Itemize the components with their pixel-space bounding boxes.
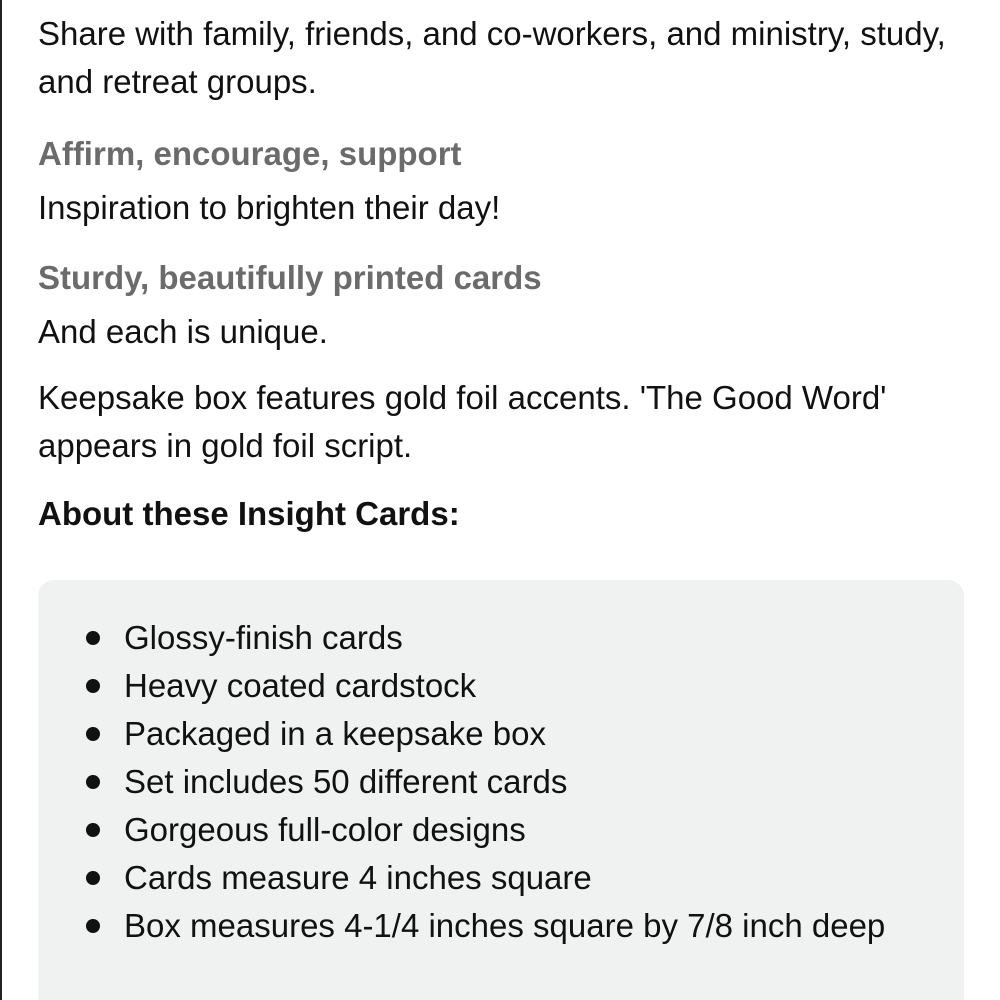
list-item [38, 806, 964, 854]
feature-text: Box measures 4-1/4 inches square by 7/8 inch deep [124, 907, 886, 944]
product-description [38, 10, 978, 550]
list-item [38, 902, 964, 950]
bullet-icon [86, 919, 100, 933]
bullet-icon [86, 631, 100, 645]
features-list [38, 614, 964, 950]
feature-text: Glossy-finish cards [124, 619, 403, 656]
bullet-icon [86, 871, 100, 885]
sturdy-text: And each is unique. [38, 313, 328, 350]
bullet-icon [86, 823, 100, 837]
feature-text: Heavy coated cardstock [124, 667, 477, 704]
bullet-icon [86, 679, 100, 693]
list-item [38, 758, 964, 806]
bullet-icon [86, 775, 100, 789]
feature-text: Packaged in a keepsake box [124, 715, 546, 752]
features-box [38, 580, 964, 1000]
list-item [38, 662, 964, 710]
list-item [38, 614, 964, 662]
list-item [38, 710, 964, 758]
bullet-icon [86, 727, 100, 741]
feature-text: Gorgeous full-color designs [124, 811, 526, 848]
left-border-rule [0, 0, 2, 1000]
share-paragraph: Share with family, friends, and co-workers, and ministry, study, and retreat groups. [38, 15, 946, 100]
affirm-heading: Affirm, encourage, support [38, 135, 462, 172]
sturdy-heading: Sturdy, beautifully printed cards [38, 259, 542, 296]
affirm-text: Inspiration to brighten their day! [38, 189, 501, 226]
about-heading: About these Insight Cards: [38, 495, 460, 532]
list-item [38, 854, 964, 902]
feature-text: Set includes 50 different cards [124, 763, 568, 800]
keepsake-paragraph: Keepsake box features gold foil accents. 'The Good Word' appears in gold foil script. [38, 379, 887, 464]
feature-text: Cards measure 4 inches square [124, 859, 592, 896]
